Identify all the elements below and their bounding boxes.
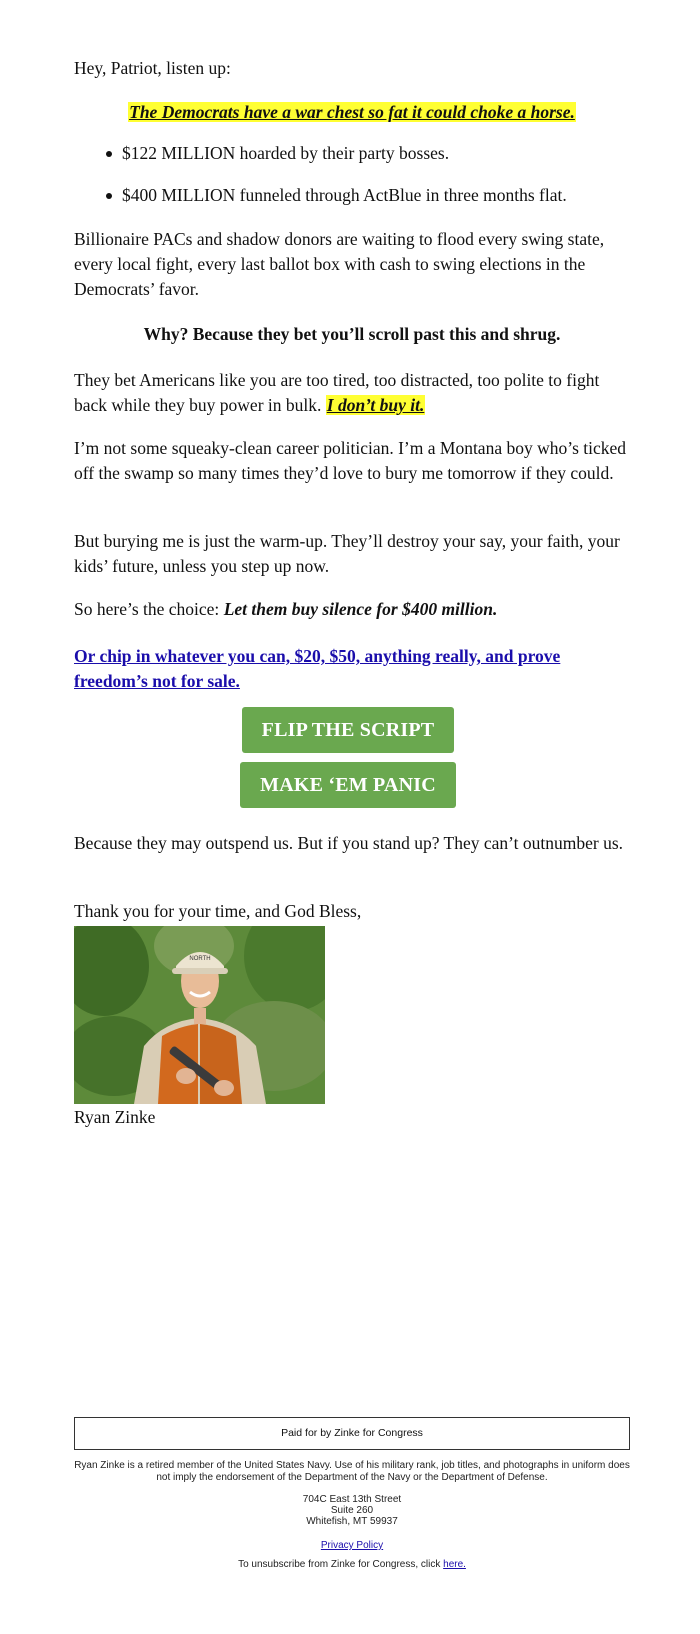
- outspend-paragraph: Because they may outspend us. But if you stand up? They can’t outnumber us.: [74, 833, 624, 853]
- candidate-photo: [74, 926, 325, 1104]
- bet-paragraph-text: They bet Americans like you are too tired, too distracted, too polite to fight back while they buy power in bulk.: [74, 370, 600, 415]
- privacy-policy-link[interactable]: Privacy Policy: [320, 1540, 384, 1551]
- choice-lead: So here’s the choice:: [74, 599, 220, 619]
- billionaire-paragraph: Billionaire PACs and shadow donors are waiting to flood every swing state, every local fight, every last ballot box with cash to swing elections in the Democrats’ favor.: [74, 229, 605, 299]
- address-line: Whitefish, MT 59937: [306, 1516, 398, 1527]
- photo-cap-text: NORTH: [189, 956, 211, 962]
- choice-emphasis: Let them buy silence for $400 million.: [223, 599, 498, 619]
- address-line: 704C East 13th Street: [302, 1494, 402, 1505]
- paid-for-box: Paid for by Zinke for Congress: [74, 1417, 630, 1450]
- navy-disclaimer: Ryan Zinke is a retired member of the United States Navy. Use of his military rank, job titles, and photographs in uniform does not imply the endorsement of the Department of the Navy or the Department of Defense.: [74, 1460, 630, 1483]
- bullet-list: [74, 141, 630, 225]
- unsubscribe-link[interactable]: here.: [443, 1559, 466, 1570]
- closing-line: Thank you for your time, and God Bless,: [74, 901, 362, 921]
- privacy-row: [74, 1540, 630, 1552]
- list-item: $400 MILLION funneled through ActBlue in three months flat.: [74, 183, 630, 208]
- headline: [74, 100, 630, 124]
- bet-highlight: I don’t buy it.: [326, 395, 425, 415]
- list-item: $122 MILLION hoarded by their party bosses.: [74, 141, 630, 166]
- mailing-address: [74, 1494, 630, 1527]
- unsubscribe-row: [74, 1559, 630, 1571]
- donate-link[interactable]: Or chip in whatever you can, $20, $50, anything really, and prove freedom’s not for sale.: [74, 646, 561, 691]
- why-line: Why? Because they bet you’ll scroll past this and shrug.: [143, 324, 561, 344]
- montana-paragraph: I’m not some squeaky-clean career politician. I’m a Montana boy who’s ticked off the swamp so many times they’d love to bury me tomorrow if they could.: [74, 438, 627, 483]
- bet-paragraph: [74, 368, 630, 418]
- address-line: Suite 260: [330, 1505, 374, 1516]
- unsubscribe-text: To unsubscribe from Zinke for Congress, click: [238, 1559, 441, 1570]
- greeting: Hey, Patriot, listen up:: [74, 58, 231, 78]
- signature: Ryan Zinke: [74, 1107, 156, 1127]
- headline-highlight: The Democrats have a war chest so fat it could choke a horse.: [129, 102, 575, 122]
- make-em-panic-button[interactable]: MAKE ‘EM PANIC: [240, 762, 456, 808]
- burying-paragraph: But burying me is just the warm-up. They’ll destroy your say, your faith, your kids’ future, unless you step up now.: [74, 531, 620, 576]
- choice-paragraph: [74, 597, 630, 622]
- flip-the-script-button[interactable]: FLIP THE SCRIPT: [242, 707, 454, 753]
